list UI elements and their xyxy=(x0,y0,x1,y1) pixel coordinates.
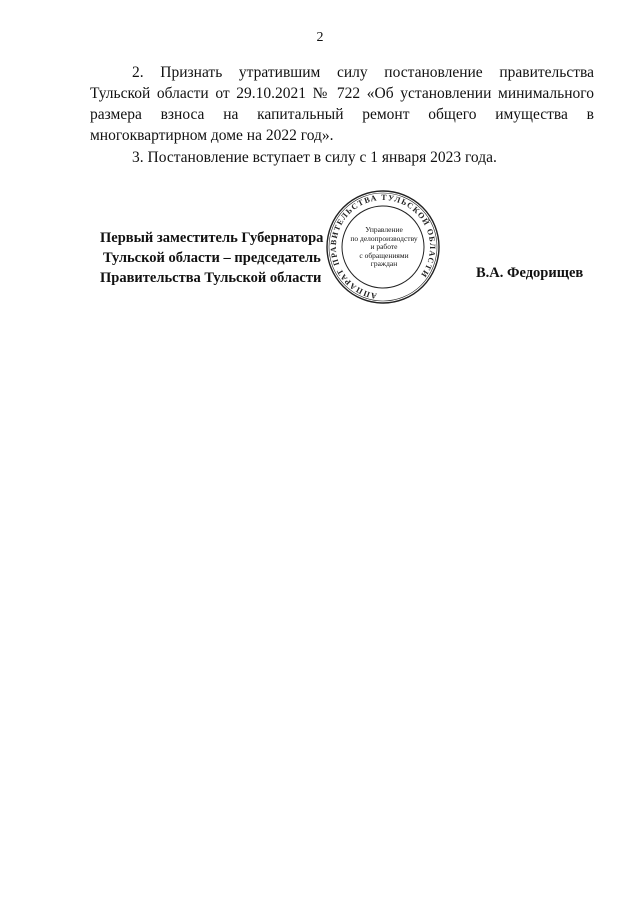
page-number: 2 xyxy=(316,30,324,45)
paragraph-3: 3. Постановление вступает в силу с 1 января 2023 года. xyxy=(132,149,497,166)
seal-inner-line: Управление xyxy=(365,225,403,234)
signature-title-line: Первый заместитель Губернатора xyxy=(100,230,324,246)
document-body xyxy=(90,62,594,168)
seal-inner-line: по делопроизводству xyxy=(350,233,418,243)
signature-title-line: Правительства Тульской области xyxy=(100,270,322,286)
seal-inner-line: и работе xyxy=(370,242,398,252)
seal-ring-text: АППАРАТ ПРАВИТЕЛЬСТВА ТУЛЬСКОЙ ОБЛАСТИ xyxy=(328,192,438,301)
seal-inner-line: с обращениями xyxy=(359,250,409,260)
signature-title-line: Тульской области – председатель xyxy=(103,250,321,266)
signer-name: В.А. Федорищев xyxy=(476,265,584,281)
seal-inner-line: граждан xyxy=(370,259,398,269)
seal-inner-text xyxy=(342,226,426,269)
paragraph-2: 2. Признать утратившим силу постановление правительства Тульской области от 29.10.2021 № 722 «Об установлении минимального размера взноса на капитальный ремонт общего имущества в многоквартирном доме на 2022 год». xyxy=(90,64,594,144)
